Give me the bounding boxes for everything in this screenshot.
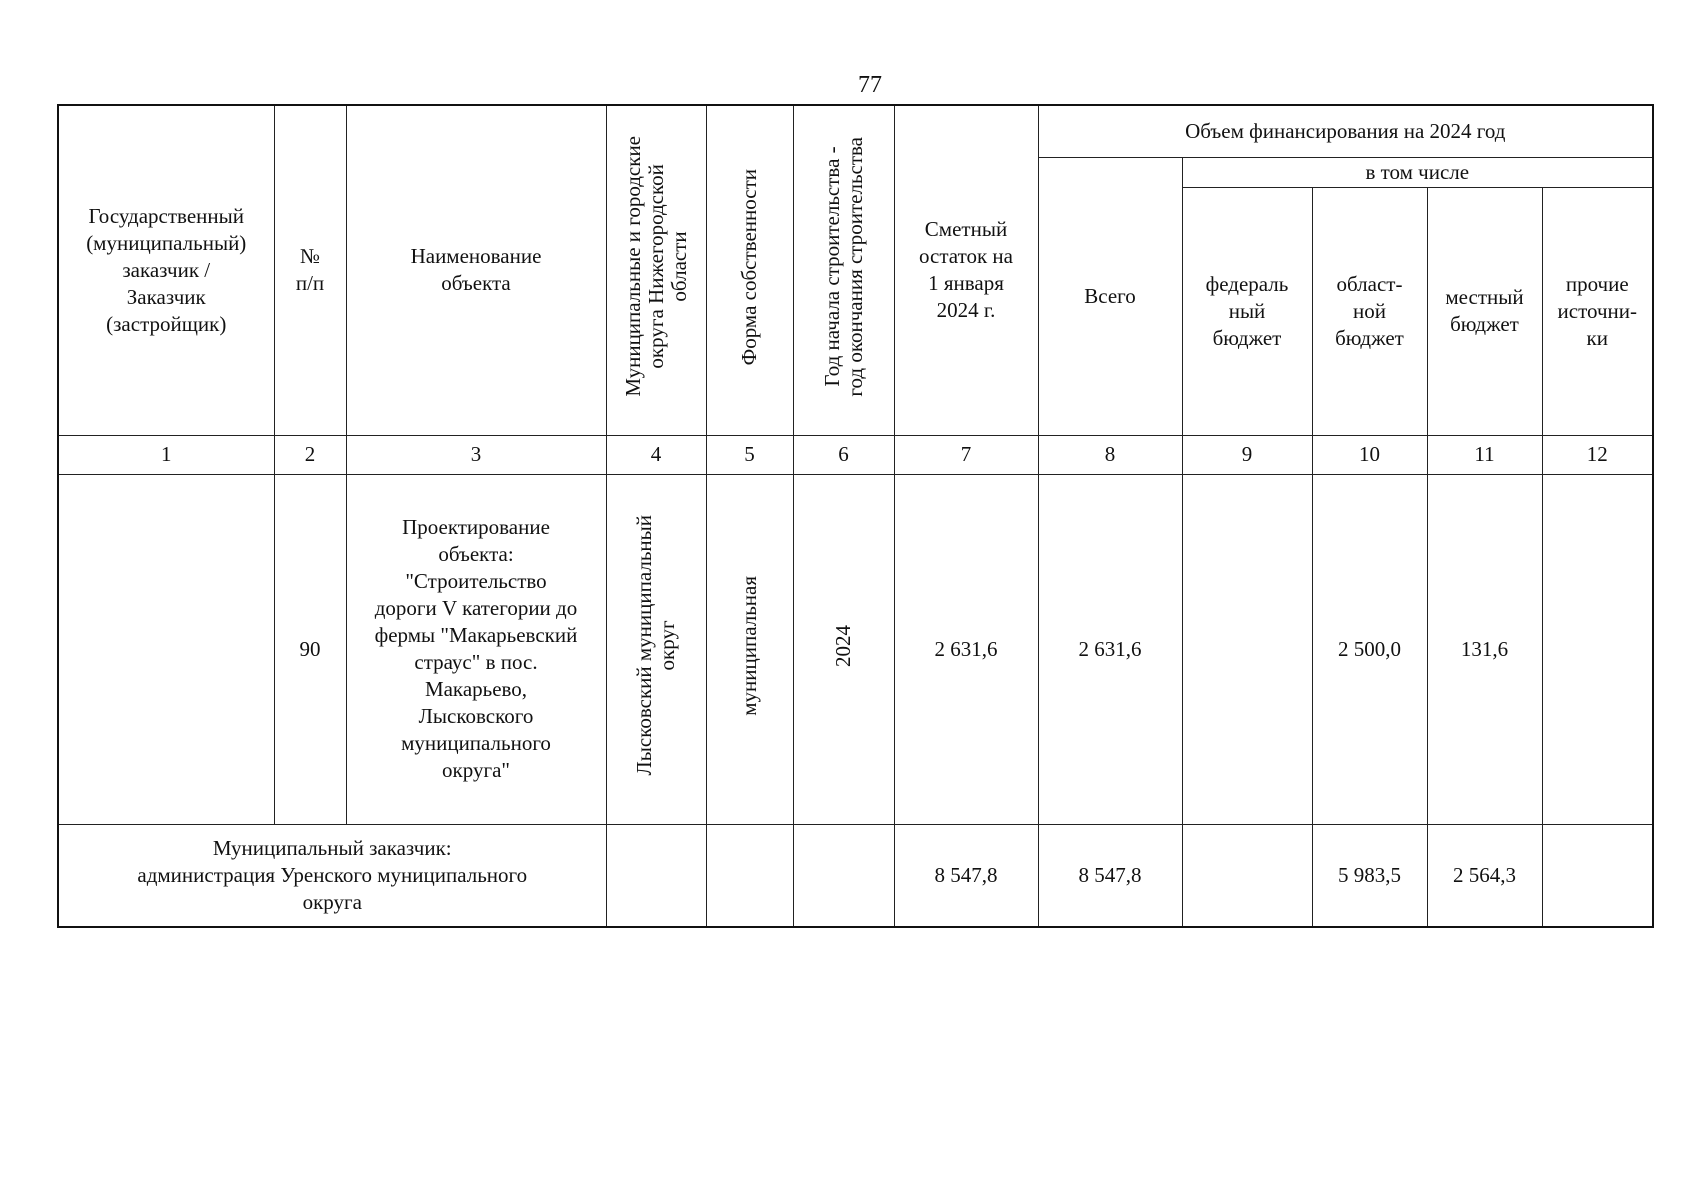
summary-district	[606, 824, 706, 927]
column-number: 2	[274, 435, 346, 474]
header-regional: област- ной бюджет	[1312, 187, 1427, 435]
summary-label: Муниципальный заказчик: администрация Уренского муниципального округа	[58, 824, 606, 927]
header-row-1	[58, 105, 1653, 157]
header-customer: Государственный (муниципальный) заказчик / Заказчик (застройщик)	[58, 105, 274, 435]
header-number: № п/п	[274, 105, 346, 435]
row-federal	[1182, 474, 1312, 824]
table-row	[58, 474, 1653, 824]
summary-ownership	[706, 824, 793, 927]
header-local: местный бюджет	[1427, 187, 1542, 435]
column-number: 8	[1038, 435, 1182, 474]
summary-row	[58, 824, 1653, 927]
row-district: Лысковский муниципальный округ	[606, 474, 706, 824]
row-object-name: Проектирование объекта: "Строительство дороги V категории до фермы "Макарьевский страус" в пос. Макарьево, Лысковского муниципального округа"	[346, 474, 606, 824]
column-number: 12	[1542, 435, 1653, 474]
column-number: 4	[606, 435, 706, 474]
summary-other	[1542, 824, 1653, 927]
column-number: 10	[1312, 435, 1427, 474]
construction-financing-table	[57, 104, 1654, 928]
column-number: 5	[706, 435, 793, 474]
summary-total: 8 547,8	[1038, 824, 1182, 927]
column-number: 11	[1427, 435, 1542, 474]
header-other: прочие источни- ки	[1542, 187, 1653, 435]
header-total: Всего	[1038, 157, 1182, 435]
row-other	[1542, 474, 1653, 824]
row-years: 2024	[793, 474, 894, 824]
header-financing-volume: Объем финансирования на 2024 год	[1038, 105, 1653, 157]
row-ownership: муниципальная	[706, 474, 793, 824]
header-years: Год начала строительства - год окончания строительства	[793, 105, 894, 435]
header-federal: федераль ный бюджет	[1182, 187, 1312, 435]
summary-estimate-balance: 8 547,8	[894, 824, 1038, 927]
row-customer	[58, 474, 274, 824]
header-including: в том числе	[1182, 157, 1653, 187]
row-regional: 2 500,0	[1312, 474, 1427, 824]
column-number: 3	[346, 435, 606, 474]
header-object-name: Наименование объекта	[346, 105, 606, 435]
header-municipal-districts: Муниципальные и городские округа Нижегородской области	[606, 105, 706, 435]
column-number: 1	[58, 435, 274, 474]
row-local: 131,6	[1427, 474, 1542, 824]
page-number: 77	[858, 72, 882, 98]
summary-regional: 5 983,5	[1312, 824, 1427, 927]
row-total: 2 631,6	[1038, 474, 1182, 824]
column-number: 6	[793, 435, 894, 474]
column-number: 9	[1182, 435, 1312, 474]
summary-federal	[1182, 824, 1312, 927]
row-number: 90	[274, 474, 346, 824]
summary-years	[793, 824, 894, 927]
summary-local: 2 564,3	[1427, 824, 1542, 927]
column-numbers-row	[58, 435, 1653, 474]
row-estimate-balance: 2 631,6	[894, 474, 1038, 824]
header-estimate-balance: Сметный остаток на 1 января 2024 г.	[894, 105, 1038, 435]
header-ownership: Форма собственности	[706, 105, 793, 435]
column-number: 7	[894, 435, 1038, 474]
